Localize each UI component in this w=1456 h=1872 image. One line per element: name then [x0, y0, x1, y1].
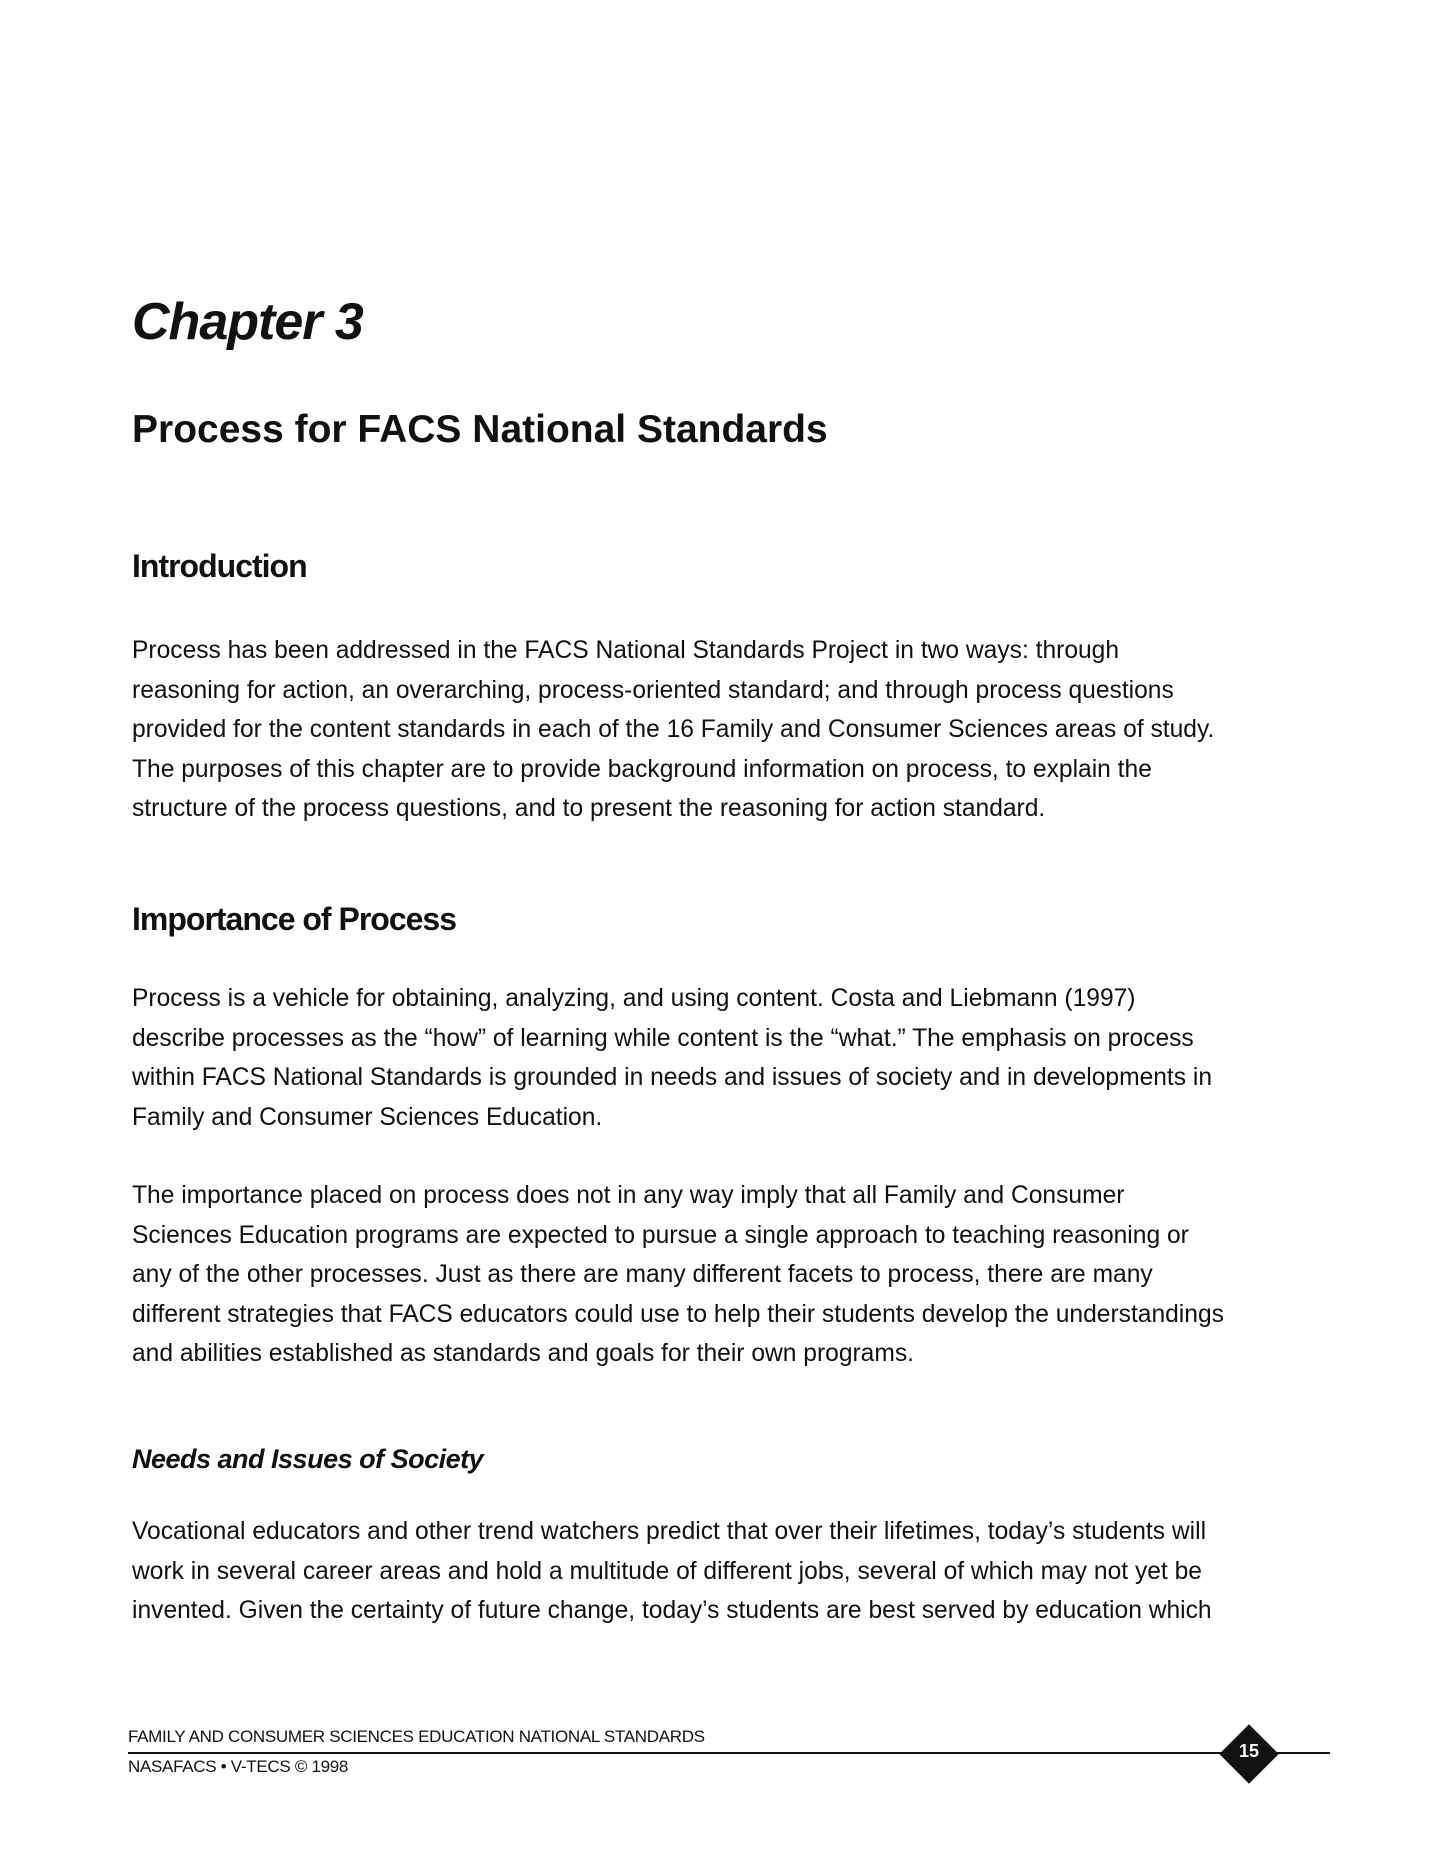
- page-footer: [128, 1727, 1338, 1797]
- text-line: The purposes of this chapter are to provide background information on process, to explain the: [132, 755, 1152, 783]
- text-line: Sciences Education programs are expected to pursue a single approach to teaching reasoning or: [132, 1221, 1189, 1249]
- paragraph-needs-and-issues: [132, 1512, 1312, 1631]
- section-heading-importance-of-process: Importance of Process: [132, 901, 456, 937]
- page-number-badge: [1220, 1725, 1278, 1783]
- footer-copyright: NASAFACS • V-TECS © 1998: [128, 1757, 349, 1776]
- text-line: work in several career areas and hold a multitude of different jobs, several of which may not yet be: [132, 1557, 1202, 1585]
- paragraph-importance-1: [132, 979, 1312, 1137]
- text-line: The importance placed on process does not in any way imply that all Family and Consumer: [132, 1182, 1125, 1209]
- text-line: Process has been addressed in the FACS National Standards Project in two ways: through: [132, 637, 1120, 664]
- text-line: Vocational educators and other trend watchers predict that over their lifetimes, today’s students will: [132, 1518, 1207, 1545]
- footer-divider: [128, 1752, 1330, 1754]
- text-line: Process is a vehicle for obtaining, analyzing, and using content. Costa and Liebmann (1997): [132, 985, 1136, 1012]
- paragraph-importance-2: [132, 1176, 1312, 1374]
- text-line: within FACS National Standards is grounded in needs and issues of society and in developments in: [132, 1064, 1213, 1091]
- paragraph-introduction: [132, 631, 1312, 829]
- section-heading-introduction: Introduction: [132, 548, 307, 584]
- text-line: structure of the process questions, and to present the reasoning for action standard.: [132, 795, 1046, 822]
- chapter-label: Chapter 3: [132, 293, 363, 351]
- text-line: any of the other processes. Just as there are many different facets to process, there are many: [132, 1261, 1153, 1288]
- text-line: and abilities established as standards and goals for their own programs.: [132, 1340, 914, 1367]
- text-line: provided for the content standards in each of the 16 Family and Consumer Sciences areas of study.: [132, 716, 1215, 743]
- text-line: invented. Given the certainty of future change, today’s students are best served by education which: [132, 1597, 1212, 1624]
- text-line: Family and Consumer Sciences Education.: [132, 1103, 603, 1131]
- page-title: Process for FACS National Standards: [132, 408, 828, 451]
- footer-publication-title: FAMILY AND CONSUMER SCIENCES EDUCATION NATIONAL STANDARDS: [128, 1727, 705, 1746]
- page-number: 15: [1238, 1741, 1260, 1761]
- subheading-needs-and-issues: Needs and Issues of Society: [132, 1444, 484, 1474]
- text-line: reasoning for action, an overarching, process-oriented standard; and through process questions: [132, 676, 1174, 704]
- text-line: describe processes as the “how” of learning while content is the “what.” The emphasis on process: [132, 1024, 1194, 1052]
- text-line: different strategies that FACS educators could use to help their students develop the understandings: [132, 1300, 1224, 1328]
